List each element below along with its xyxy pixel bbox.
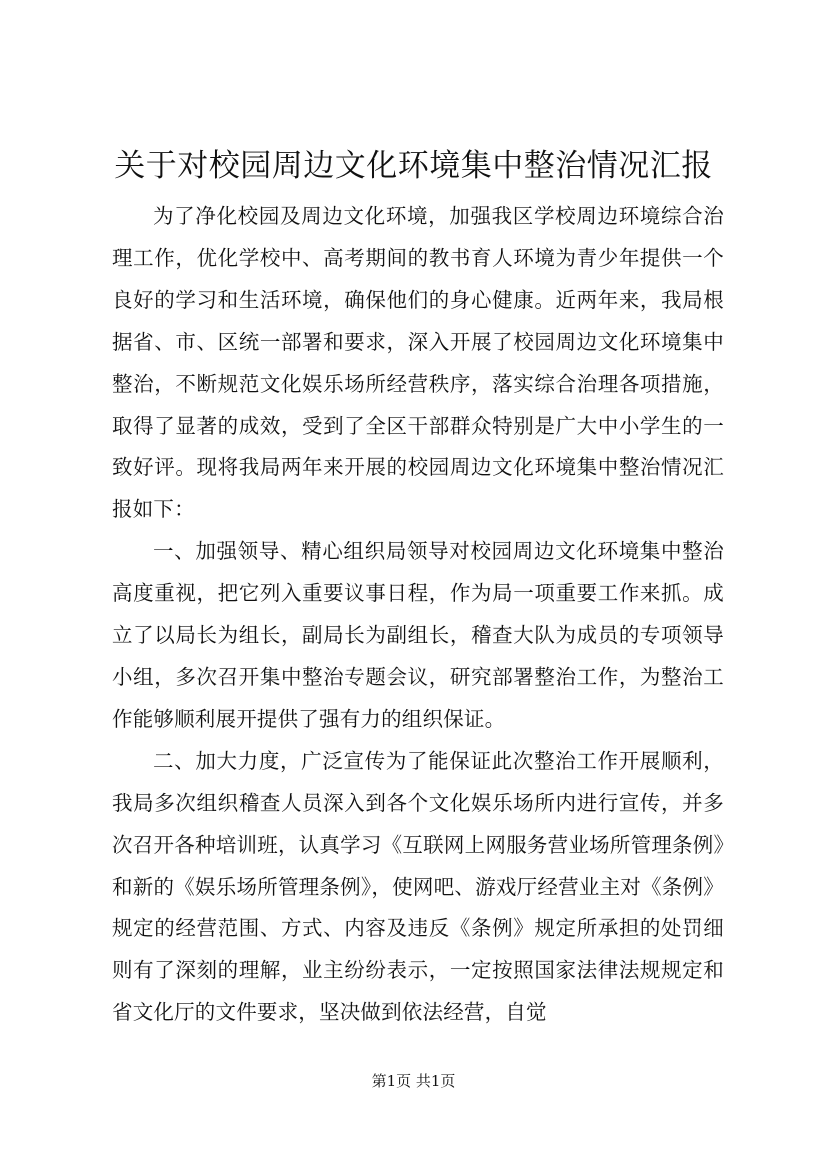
- paragraph-section-1: 一、加强领导、精心组织局领导对校园周边文化环境集中整治高度重视，把它列入重要议事日程，作为局一项重要工作来抓。成立了以局长为组长，副局长为副组长，稽查大队为成员的专项领导小组，多次召开集中整治专题会议，研究部署整治工作，为整治工作能够顺利展开提供了强有力的组织保证。: [112, 539, 724, 731]
- paragraph-section-2: 二、加大力度，广泛宣传为了能保证此次整治工作开展顺利，我局多次组织稽查人员深入到各个文化娱乐场所内进行宣传，并多次召开各种培训班，认真学习《互联网上网服务营业场所管理条例》和新的《娱乐场所管理条例》，使网吧、游戏厅经营业主对《条例》规定的经营范围、方式、内容及违反《条例》规定所承担的处罚细则有了深刻的理解，业主纷纷表示，一定按照国家法律法规规定和省文化厅的文件要求，坚决做到依法经营，自觉: [112, 748, 724, 1025]
- paragraph-intro: 为了净化校园及周边文化环境，加强我区学校周边环境综合治理工作，优化学校中、高考期间的教书育人环境为青少年提供一个良好的学习和生活环境，确保他们的身心健康。近两年来，我局根据省、市、区统一部署和要求，深入开展了校园周边文化环境集中整治，不断规范文化娱乐场所经营秩序，落实综合治理各项措施，取得了显著的成效，受到了全区干部群众特别是广大中小学生的一致好评。现将我局两年来开展的校园周边文化环境集中整治情况汇报如下：: [112, 204, 724, 522]
- page-number-footer: 第1页 共1页: [371, 1072, 456, 1090]
- document-title: 关于对校园周边文化环境集中整治情况汇报: [114, 148, 713, 184]
- document-body: [112, 196, 724, 1034]
